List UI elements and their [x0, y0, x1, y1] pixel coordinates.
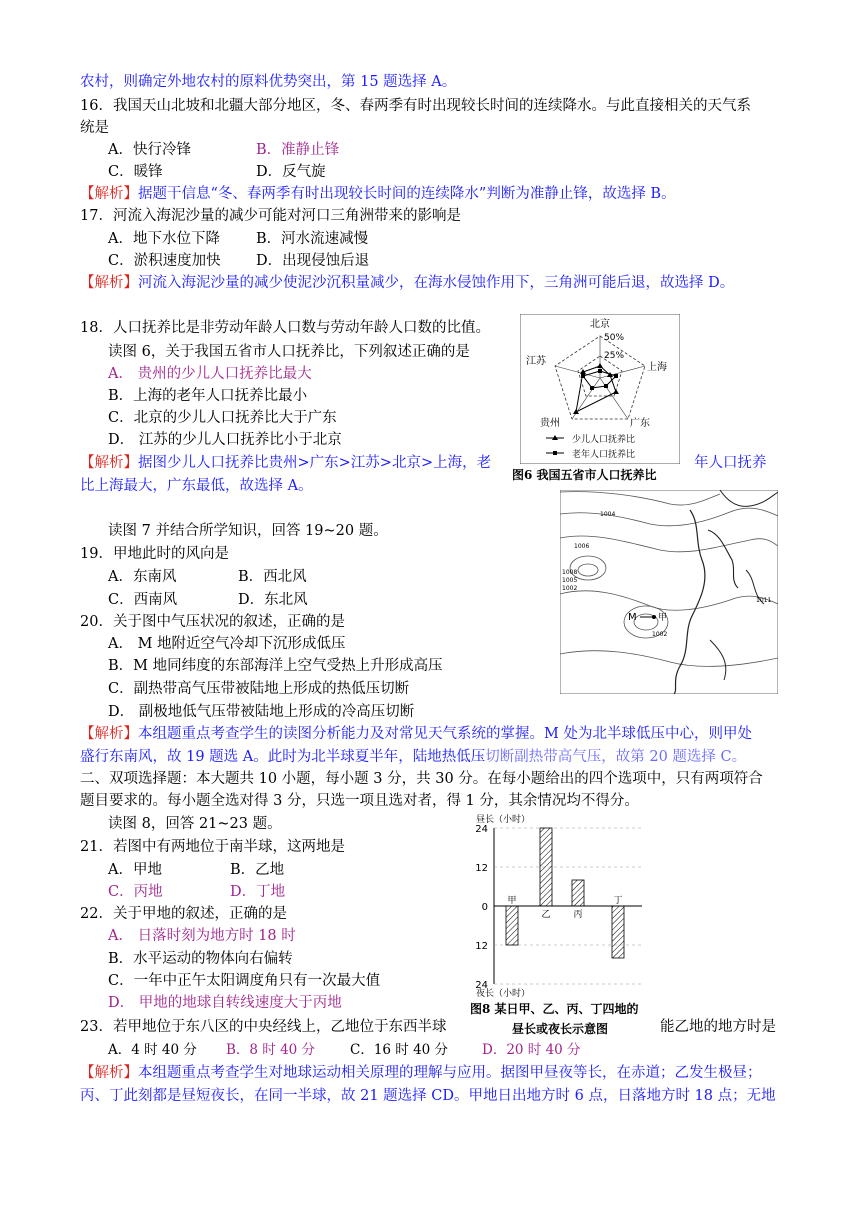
q18-analysis-right: 年人口抚养	[694, 455, 767, 471]
q19-options-row1	[108, 567, 307, 587]
q19-option-c: C．西南风	[108, 592, 178, 608]
label-50pct: 50%	[604, 333, 625, 343]
y-axis-label-bottom: 夜长（小时）	[476, 989, 531, 999]
figure-6-caption: 图6 我国五省市人口抚养比	[512, 468, 657, 482]
bar-4	[612, 906, 624, 958]
q16-option-b: B．准静止锋	[256, 142, 340, 158]
q18-analysis	[80, 453, 491, 473]
analysis-tag: 【解析】	[80, 455, 138, 471]
q18-analysis-cont: 比上海最大，广东最低，故选择 A。	[80, 478, 313, 494]
label-jia: 甲	[658, 613, 668, 623]
analysis-text-overlap: 切断副热带高气压，故第 20 题选择 C。	[485, 749, 747, 765]
q23-option-c: C．16 时 40 分	[350, 1042, 449, 1058]
bar-1	[506, 906, 518, 945]
q21-23-analysis-cont: 丙、丁此刻都是昼短夜长，在同一半球，故 21 题选择 CD。甲地日出地方时 6 点，日落地方时 18 点；无地	[80, 1088, 776, 1104]
analysis-tag: 【解析】	[80, 186, 138, 202]
y-tick-label: 12	[475, 941, 488, 952]
q16-option-c: C．暖锋	[108, 164, 163, 180]
figure-8-caption-cont: 昼长或夜长示意图	[512, 1022, 609, 1036]
category-label: 丙	[573, 910, 583, 920]
analysis-tag: 【解析】	[80, 726, 138, 742]
q19-option-a: A．东南风	[108, 569, 177, 585]
y-tick-label: 24	[475, 980, 488, 991]
isobar-label: 1008	[562, 569, 578, 576]
q18-option-a: A． 贵州的少儿人口抚养比最大	[108, 366, 312, 382]
q20-option-d: D． 副极地低气压带被陆地上形成的冷高压切断	[108, 704, 415, 720]
isobar-label: 1005	[562, 577, 578, 584]
q23-option-b: B．8 时 40 分	[226, 1042, 316, 1058]
q21-stem: 21．若图中有两地位于南半球，这两地是	[80, 839, 345, 855]
figure-8-chart	[462, 814, 672, 1000]
q21-options-row2	[108, 882, 285, 902]
isobar-label: 1004	[600, 511, 616, 518]
bar-2	[540, 828, 552, 906]
q16-stem-cont: 统是	[80, 120, 109, 136]
q20-option-a: A． M 地附近空气冷却下沉形成低压	[108, 636, 346, 652]
analysis-text: 据题干信息“冬、春两季有时出现较长时间的连续降水”判断为准静止锋，故选择 B。	[138, 186, 676, 202]
q20-option-b: B．M 地同纬度的东部海洋上空气受热上升形成高压	[108, 658, 443, 674]
q21-option-d: D．丁地	[230, 884, 286, 900]
analysis-text: 据图少儿人口抚养比贵州>广东>江苏>北京>上海，老	[138, 455, 492, 471]
q21-23-intro: 读图 8，回答 21~23 题。	[108, 816, 282, 832]
q23-options	[108, 1040, 581, 1060]
q19-20-analysis-cont	[80, 747, 746, 767]
legend-child: 少儿人口抚养比	[572, 435, 636, 445]
q18-option-d: D． 江苏的少儿人口抚养比小于北京	[108, 432, 342, 448]
q19-options-row2	[108, 590, 308, 610]
q23-option-d: D．20 时 40 分	[482, 1042, 581, 1058]
isobar-label: 1002	[562, 585, 578, 592]
analysis-text: 盛行东南风，故 19 题选 A。此时为北半球夏半年，陆地热低压	[80, 749, 486, 765]
q17-option-a: A．地下水位下降	[108, 231, 220, 247]
q17-option-b: B．河水流速减慢	[256, 231, 369, 247]
category-label: 丁	[613, 896, 623, 906]
q16-option-d: D．反气旋	[256, 164, 326, 180]
section2-heading: 二、双项选择题：本大题共 10 小题，每小题 3 分，共 30 分。在每小题给出的四个选项中，只有两项符合	[80, 771, 763, 787]
q19-option-b: B．西北风	[238, 569, 307, 585]
q16-analysis	[80, 184, 676, 204]
q17-options-row2	[108, 251, 369, 271]
y-tick-label: 12	[475, 863, 488, 874]
q17-option-d: D．出现侵蚀后退	[256, 253, 370, 269]
label-25pct: 25%	[604, 351, 625, 361]
q18-stem-cont: 读图 6，关于我国五省市人口抚养比，下列叙述正确的是	[108, 344, 470, 360]
analysis-text: 本组题重点考查学生对地球运动相关原理的理解与应用。据图甲昼夜等长，在赤道；乙发生极昼；	[138, 1065, 762, 1081]
q22-option-c: C．一年中正午太阳调度角只有一次最大值	[108, 973, 381, 989]
q18-option-b: B．上海的老年人口抚养比最小	[108, 388, 308, 404]
q17-analysis	[80, 273, 734, 293]
q22-option-a: A． 日落时刻为地方时 18 时	[108, 928, 296, 944]
figure-6-radar	[520, 314, 680, 464]
q21-23-analysis	[80, 1063, 762, 1083]
q21-options-row1	[108, 860, 284, 880]
q19-option-d: D．东北风	[238, 592, 308, 608]
q17-options-row1	[108, 229, 368, 249]
q18-option-c: C．北京的少儿人口抚养比大于广东	[108, 410, 337, 426]
q20-option-c: C．副热带高气压带被陆地上形成的热低压切断	[108, 681, 410, 697]
q16-stem: 16．我国天山北坡和北疆大部分地区，冬、春两季有时出现较长时间的连续降水。与此直接相关的天气系	[80, 98, 751, 114]
q23-stem-right: 能乙地的地方时是	[660, 1019, 776, 1035]
label-jiangsu: 江苏	[526, 356, 546, 367]
q21-option-c: C．丙地	[108, 884, 163, 900]
q22-option-b: B．水平运动的物体向右偏转	[108, 951, 293, 967]
isobar-label: 1011	[756, 597, 772, 604]
q19-stem: 19．甲地此时的风向是	[80, 546, 229, 562]
label-guangdong: 广东	[630, 418, 650, 429]
q18-stem: 18．人口抚养比是非劳动年龄人口数与劳动年龄人口数的比值。	[80, 320, 490, 336]
bar-3	[572, 880, 584, 906]
isobar-label: 1002	[652, 631, 668, 638]
q16-option-a: A．快行冷锋	[108, 142, 191, 158]
figure-8-caption: 图8 某日甲、乙、丙、丁四地的	[470, 1002, 639, 1016]
y-tick-label: 0	[481, 902, 488, 913]
category-label: 乙	[541, 910, 551, 920]
category-label: 甲	[507, 896, 517, 906]
analysis-text: 本组题重点考查学生的读图分析能力及对常见天气系统的掌握。M 处为北半球低压中心，则甲处	[138, 726, 752, 742]
y-axis-label-top: 昼长（小时）	[476, 815, 531, 825]
q21-option-a: A．甲地	[108, 862, 162, 878]
label-m: M	[628, 612, 637, 623]
q16-options-row1	[108, 140, 339, 160]
analysis-tag: 【解析】	[80, 1065, 138, 1081]
figure-7-isobar-map	[560, 490, 778, 694]
q17-stem: 17．河流入海泥沙量的减少可能对河口三角洲带来的影响是	[80, 208, 461, 224]
section2-heading-cont: 题目要求的。每小题全选对得 3 分，只选一项且选对者，得 1 分，其余情况均不得分。	[80, 793, 639, 809]
label-guizhou: 贵州	[540, 418, 560, 429]
q23-option-a: A．4 时 40 分	[108, 1042, 197, 1058]
y-tick-label: 24	[475, 824, 488, 835]
q22-stem: 22．关于甲地的叙述，正确的是	[80, 906, 287, 922]
label-shanghai: 上海	[647, 362, 667, 373]
q23-stem: 23．若甲地位于东八区的中央经线上，乙地位于东西半球	[80, 1019, 447, 1035]
q16-options-row2	[108, 162, 326, 182]
q19-20-analysis	[80, 724, 752, 744]
legend-old: 老年人口抚养比	[572, 450, 636, 460]
analysis-tag: 【解析】	[80, 275, 138, 291]
q21-option-b: B．乙地	[230, 862, 285, 878]
analysis-text: 河流入海泥沙量的减少使泥沙沉积量减少，在海水侵蚀作用下，三角洲可能后退，故选择 D。	[138, 275, 735, 291]
isobar-label: 1006	[574, 543, 590, 550]
q17-option-c: C．淤积速度加快	[108, 253, 221, 269]
q19-20-intro: 读图 7 并结合所学知识，回答 19~20 题。	[108, 523, 388, 539]
text-line: 农村，则确定外地农村的原料优势突出，第 15 题选择 A。	[80, 74, 457, 90]
q22-option-d: D． 甲地的地球自转线速度大于丙地	[108, 995, 342, 1011]
label-beijing: 北京	[590, 319, 610, 330]
q20-stem: 20．关于图中气压状况的叙述，正确的是	[80, 614, 345, 630]
